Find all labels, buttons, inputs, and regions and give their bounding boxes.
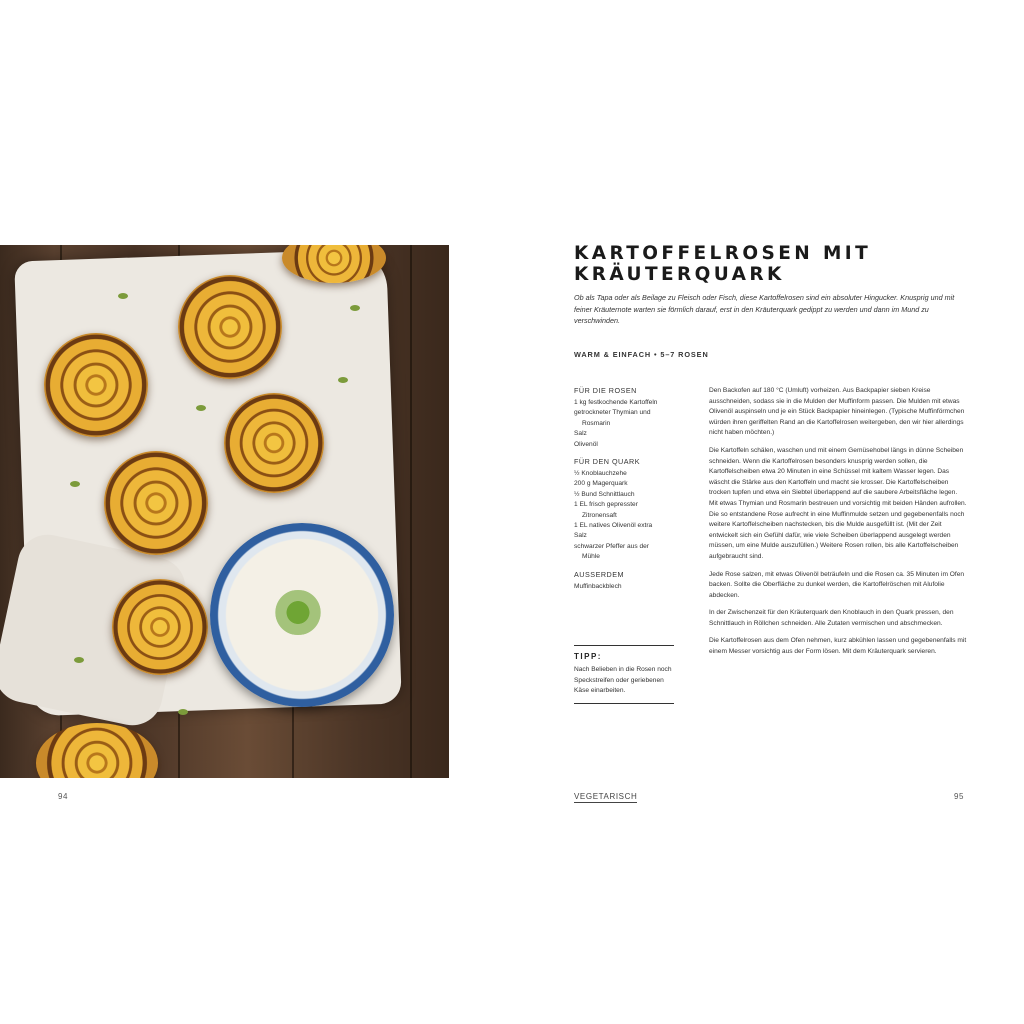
ingredient-item (574, 429, 674, 439)
herb-sprig (178, 709, 188, 715)
ingredient-line: Olivenöl (574, 440, 598, 448)
section-label: VEGETARISCH (574, 792, 638, 801)
ingredient-group (574, 457, 674, 563)
page-number-left: 94 (58, 792, 68, 801)
herb-sprig (118, 293, 128, 299)
food-photo (0, 245, 449, 778)
ingredient-group-heading: AUSSERDEM (574, 569, 625, 579)
ingredient-line: Salz (574, 430, 587, 438)
ingredient-item (574, 408, 674, 429)
ingredient-group-heading: FÜR DEN QUARK (574, 457, 641, 467)
ingredient-item (574, 542, 674, 563)
ingredient-item (574, 531, 674, 541)
ingredient-line: getrockneter Thymian und (574, 409, 651, 417)
ingredient-line: 1 EL frisch gepresster (574, 501, 638, 509)
ingredient-group (574, 386, 674, 450)
potato-rose (112, 579, 208, 675)
potato-rose (178, 275, 282, 379)
ingredient-group (574, 570, 674, 592)
herb-sprig (196, 405, 206, 411)
ingredient-item (574, 469, 674, 479)
ingredient-item (574, 500, 674, 521)
potato-rose (104, 451, 208, 555)
ingredient-item (574, 440, 674, 450)
ingredient-line: 200 g Magerquark (574, 480, 628, 488)
method-step: In der Zwischenzeit für den Kräuterquark den Knoblauch in den Quark pressen, den Schnittlauch in Röllchen schneiden. Alle Zutaten vermischen und abschmecken. (709, 609, 954, 627)
ingredient-item (574, 479, 674, 489)
tip-box (574, 645, 674, 704)
ingredient-item (574, 582, 674, 592)
ingredient-line: ½ Bund Schnittlauch (574, 490, 635, 498)
recipe-intro: Ob als Tapa oder als Beilage zu Fleisch oder Fisch, diese Kartoffelrosen sind ein absoluter Hingucker. Knusprig und mit feiner Kräuternote warten sie förmlich darauf, erst in den Kräuterquark gedippt zu werden und dann im Mund zu verschwinden. (574, 293, 955, 325)
ingredient-line: Rosmarin (582, 419, 611, 427)
ingredient-line: Salz (574, 532, 587, 540)
ingredient-list (574, 386, 674, 599)
page-number-right: 95 (954, 792, 964, 801)
ingredient-line: Mühle (582, 553, 600, 561)
ingredient-line: 1 kg festkochende Kartoffeln (574, 399, 658, 406)
potato-rose (224, 393, 324, 493)
ingredient-line: Zitronensaft (582, 511, 617, 519)
method-steps (709, 386, 967, 665)
method-step: Die Kartoffeln schälen, waschen und mit einem Gemüsehobel längs in dünne Scheiben schneiden. Wenn die Kartoffelrosen besonders knusprig werden sollen, die Kartoffelscheiben etwa 20 Minuten in eine Schüssel mit kaltem Wasser legen. Das wäscht die Stärke aus den Kartoffeln und macht sie krosser. Die Kartoffelscheiben trocken tupfen und etwa ein Siebtel überlappend auf die saubere Arbeitsfläche legen. Mit etwas Thymian und Rosmarin bestreuen und vorsichtig mit beiden Händen aufrollen. Die so entstandene Rose aufrecht in eine Muffinmulde setzen und gegebenenfalls noch weitere Kartoffelscheiben nachstecken, bis die Mulde ausgefüllt ist. (Mit der Zeit entwickelt sich ein Gefühl dafür, wie viele Scheiben überlappend ausgelegt werden müssen, um eine Mulde auszufüllen.) Weitere Rosen rollen, bis alle Kartoffelscheiben aufgebraucht sind. (709, 446, 967, 560)
ingredient-group-heading: FÜR DIE ROSEN (574, 386, 637, 395)
chive-garnish (268, 590, 328, 635)
recipe-meta: WARM & EINFACH • 5–7 ROSEN (574, 350, 709, 359)
ingredient-line: Muffinbackblech (574, 582, 622, 590)
herb-sprig (338, 377, 348, 383)
method-step: Die Kartoffelrosen aus dem Ofen nehmen, kurz abkühlen lassen und gegebenenfalls mit einem Messer vorsichtig aus der Form lösen. Mit dem Kräuterquark servieren. (709, 637, 967, 656)
herb-sprig (74, 657, 84, 663)
title-line-2: KRÄUTERQUARK (574, 264, 785, 285)
ingredient-line: 1 EL natives Olivenöl extra (574, 522, 653, 530)
ingredient-line: schwarzer Pfeffer aus der (574, 542, 650, 550)
potato-rose (36, 723, 158, 778)
herb-sprig (350, 305, 360, 311)
method-step: Jede Rose salzen, mit etwas Olivenöl beträufeln und die Rosen ca. 35 Minuten im Ofen backen. Sollte die Oberfläche zu dunkel werden, die Kartoffelröschen mit Alufolie abdecken. (709, 570, 965, 599)
recipe-title (574, 243, 994, 285)
potato-rose (44, 333, 148, 437)
ingredient-item (574, 398, 674, 408)
tip-heading: TIPP: (574, 652, 602, 661)
herb-sprig (70, 481, 80, 487)
ingredient-item (574, 490, 674, 500)
ingredient-line: ½ Knoblauchzehe (574, 470, 627, 478)
method-step: Den Backofen auf 180 °C (Umluft) vorheizen. Aus Backpapier sieben Kreise ausschneiden, sodass sie in die Mulden der Muffinform passen. Die Mulden mit etwas Olivenöl auspinseln und je ein Stück Backpapier hineinlegen. (Typische Muffinförmchen würden ihren geriffelten Rand an die Kartoffelrosen weitergeben, den wir hier allerdings nicht haben möchten.) (709, 387, 965, 437)
tip-text: Nach Belieben in die Rosen noch Speckstreifen oder geriebenen Käse einarbeiten. (574, 666, 672, 695)
wood-plank-line (410, 245, 412, 778)
title-line-1: KARTOFFELROSEN MIT (574, 243, 872, 264)
ingredient-item (574, 521, 674, 531)
